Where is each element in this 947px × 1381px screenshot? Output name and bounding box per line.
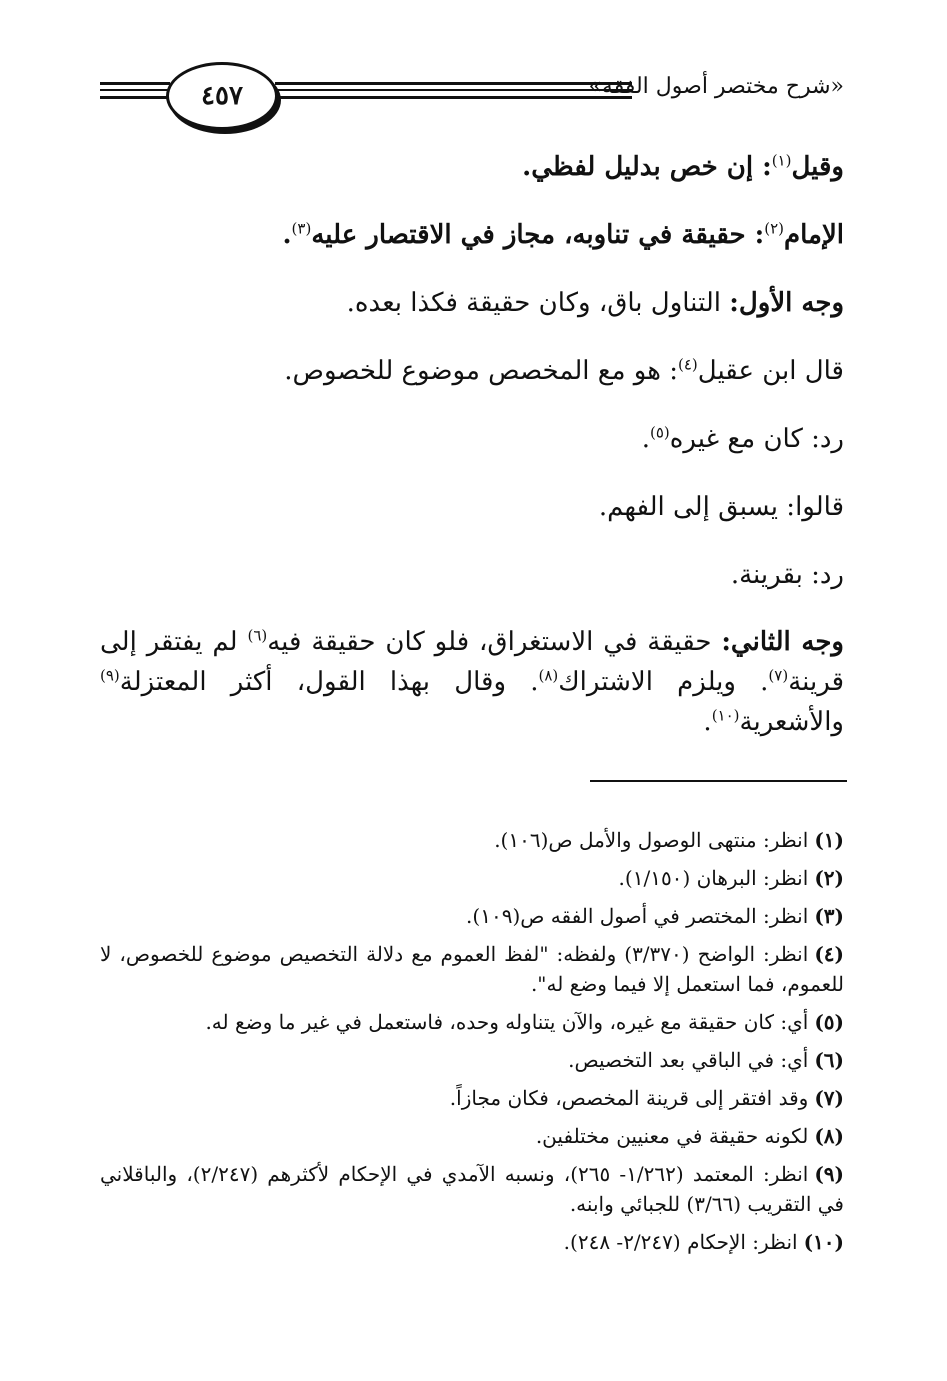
- footnote-number: (٣): [814, 904, 844, 928]
- text-span: والأشعرية: [739, 707, 844, 737]
- footnote-ref: (٩): [100, 666, 120, 685]
- text-line: قالوا: يسبق إلى الفهم.: [598, 492, 844, 522]
- text-line: [100, 286, 844, 320]
- running-title: «شرح مختصر أصول الفقه»: [588, 74, 844, 99]
- footnote-ref: (٤): [677, 355, 698, 374]
- footnote-separator: [590, 780, 847, 782]
- text-span: .: [282, 220, 292, 250]
- page-header: [0, 56, 947, 136]
- footnote-number: (٤): [814, 942, 844, 966]
- footnote-number: (٧): [814, 1086, 844, 1110]
- footnote-ref: (٨): [538, 666, 559, 685]
- text-span: قال ابن عقيل: [697, 356, 844, 386]
- text-span: رد: كان مع غيره: [669, 424, 844, 454]
- footnote-number: (٦): [814, 1048, 844, 1072]
- footnote: [100, 1121, 844, 1151]
- text-span: . ويلزم الاشتراك: [558, 667, 769, 697]
- text-span: .: [641, 424, 650, 454]
- footnote-text: انظر: المعتمد (١/٢٦٢- ٢٦٥)، ونسبه الآمدي في الإحكام لأكثرهم (٢/٢٤٧)، والباقلاني في التقريب (٣/٦٦) للجبائي وابنه.: [100, 1162, 844, 1216]
- footnote-ref: (٣): [291, 219, 312, 238]
- header-rule-right-bottom: [275, 96, 632, 99]
- footnote-ref: (١): [771, 151, 792, 170]
- footnote-text: وقد افتقر إلى قرينة المخصص، فكان مجازاً.: [449, 1086, 809, 1110]
- footnote-ref: (٥): [649, 423, 670, 442]
- text-line: [100, 150, 844, 184]
- footnote-number: (٥): [814, 1010, 844, 1034]
- footnote-number: (٩): [814, 1162, 844, 1186]
- footnote: [100, 825, 844, 855]
- footnote: [100, 1159, 844, 1219]
- text-line: [100, 218, 844, 252]
- footnote: [100, 863, 844, 893]
- footnote: [100, 1083, 844, 1113]
- footnote: [100, 939, 844, 999]
- header-rule-right-mid: [275, 89, 632, 91]
- footnote-text: انظر: المختصر في أصول الفقه ص(١٠٩).: [466, 904, 809, 928]
- footnotes: [100, 825, 844, 1257]
- footnote: [100, 1045, 844, 1075]
- page-number-badge: [166, 62, 278, 130]
- text-span: حقيقة في الاستغراق، فلو كان حقيقة فيه: [267, 627, 722, 657]
- footnote-text: أي: كان حقيقة مع غيره، والآن يتناوله وحده، فاستعمل في غير ما وضع له.: [205, 1010, 809, 1034]
- footnote-text: لكونه حقيقة في معنيين مختلفين.: [535, 1124, 809, 1148]
- footnote-text: انظر: البرهان (١/١٥٠).: [618, 866, 809, 890]
- text-line: [100, 354, 844, 388]
- text-span: . وقال بهذا القول، أكثر المعتزلة: [119, 667, 539, 697]
- footnote: [100, 1007, 844, 1037]
- footnote-number: (٨): [814, 1124, 844, 1148]
- footnote: [100, 1227, 844, 1257]
- text-line: [100, 422, 844, 456]
- footnote-ref: (٦): [247, 626, 268, 645]
- text-span: : حقيقة في تناوبه، مجاز في الاقتصار عليه: [311, 220, 765, 250]
- header-rule-left-top: [100, 82, 170, 85]
- text-span: التناول باق، وكان حقيقة فكذا بعده.: [346, 288, 730, 318]
- text-span: لم يفتقر إلى قرينة: [100, 627, 844, 697]
- text-span: الإمام: [784, 220, 844, 250]
- text-span: وجه الثاني:: [721, 627, 844, 657]
- footnote-text: انظر: الإحكام (٢/٢٤٧- ٢٤٨).: [563, 1230, 798, 1254]
- paragraph: [100, 622, 844, 742]
- header-rule-left-mid: [100, 89, 170, 91]
- text-span: : هو مع المخصص موضوع للخصوص.: [284, 356, 678, 386]
- header-rule-right-top: [275, 82, 632, 85]
- footnote-text: أي: في الباقي بعد التخصيص.: [568, 1048, 809, 1072]
- text-line: رد: بقرينة.: [730, 560, 844, 590]
- main-text: [100, 150, 844, 742]
- footnote-ref: (٢): [764, 219, 784, 238]
- footnote-ref: (١٠): [711, 706, 740, 725]
- text-span: .: [703, 707, 712, 737]
- text-span: وجه الأول:: [729, 288, 844, 318]
- text-span: : إن خص بدليل لفظي.: [522, 152, 772, 182]
- footnote-number: (١٠): [803, 1230, 844, 1254]
- footnote-number: (١): [814, 828, 844, 852]
- footnote-number: (٢): [814, 866, 844, 890]
- footnote-text: انظر: منتهى الوصول والأمل ص(١٠٦).: [494, 828, 809, 852]
- footnote-text: انظر: الواضح (٣/٣٧٠) ولفظه: "لفظ العموم مع دلالة التخصيص موضوع للخصوص، لا للعموم، فما استعمل إلا فيما وضع له".: [100, 942, 844, 996]
- footnote-ref: (٧): [768, 666, 789, 685]
- footnote: [100, 901, 844, 931]
- page-number: ٤٥٧: [201, 81, 243, 111]
- header-rule-left-bottom: [100, 96, 170, 99]
- text-span: وقيل: [791, 152, 844, 182]
